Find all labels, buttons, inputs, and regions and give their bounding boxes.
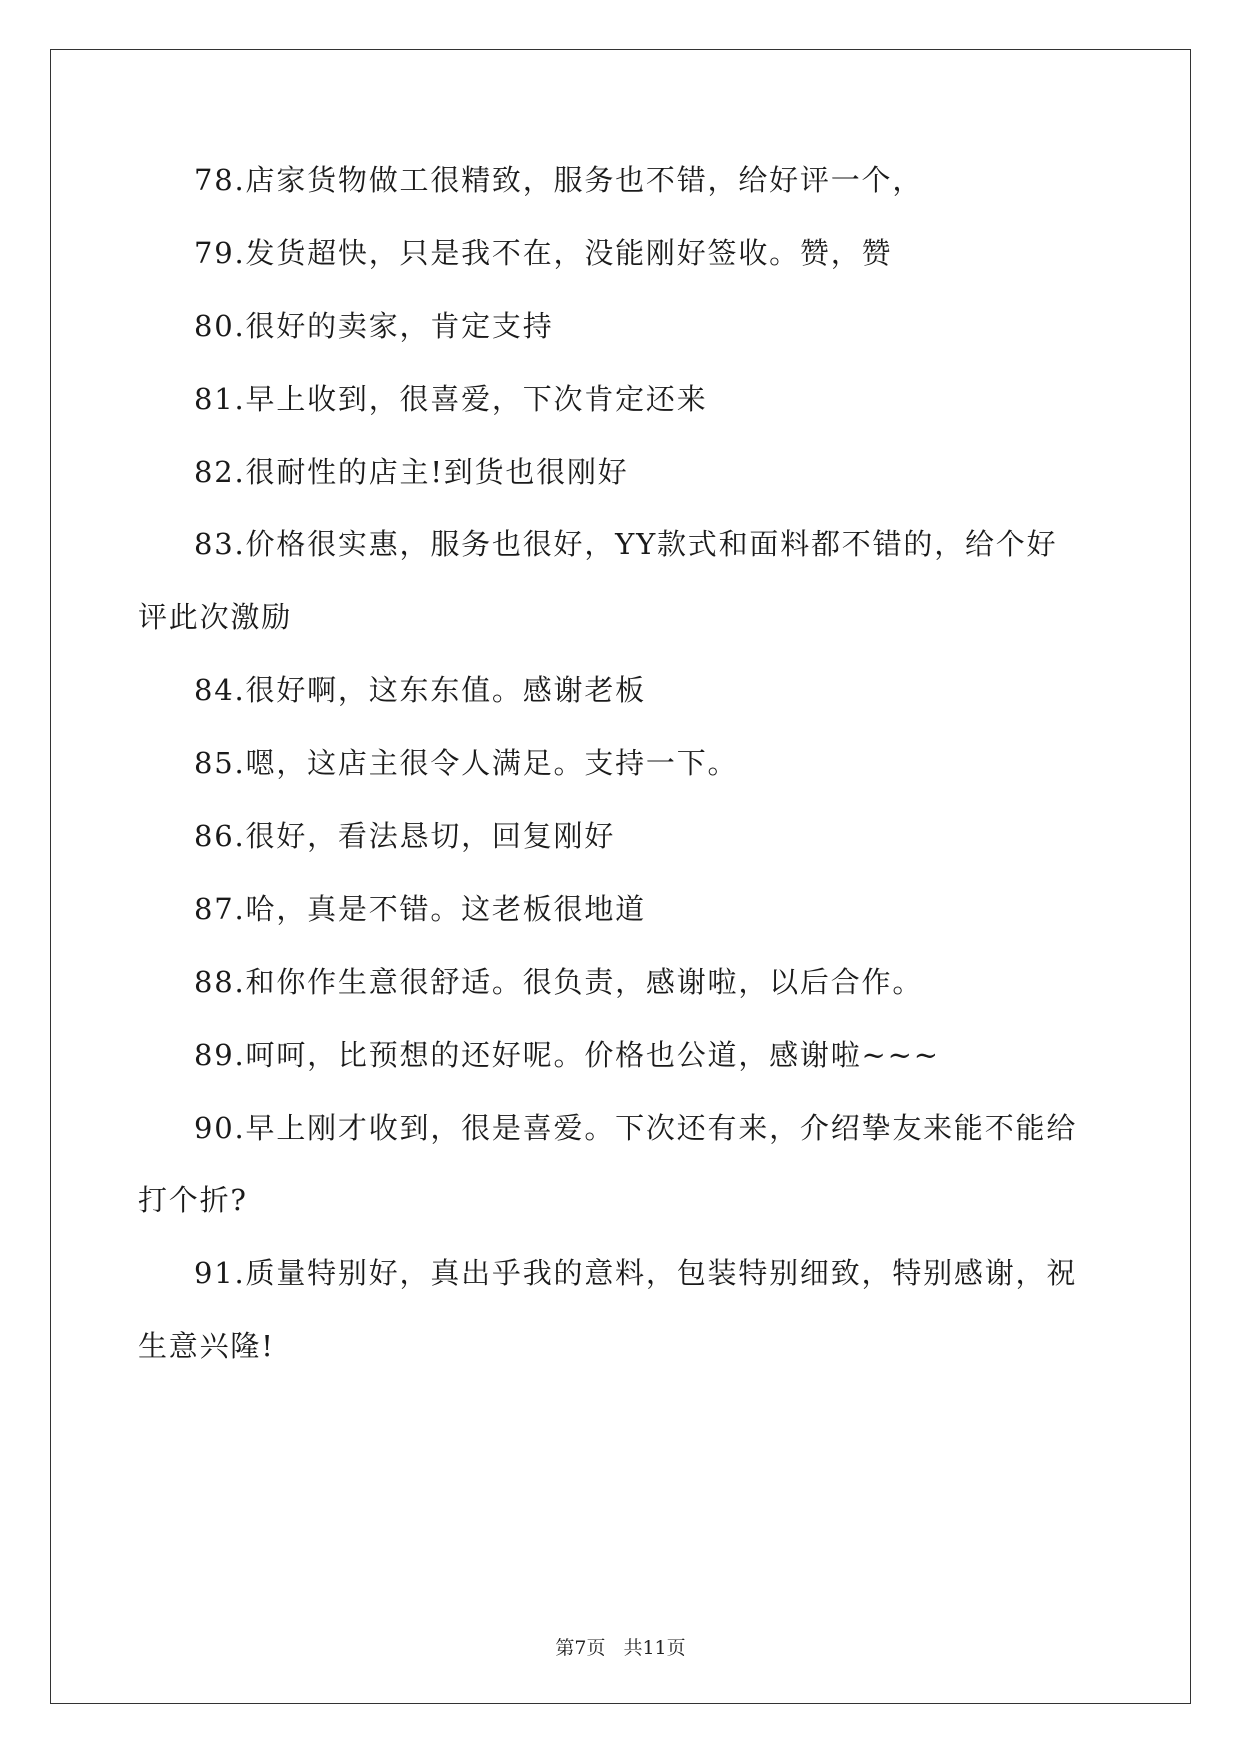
entry-continuation-line: 生意兴隆! (138, 1329, 275, 1364)
entry-first-line: 78.店家货物做工很精致，服务也不错，给好评一个， (194, 163, 924, 197)
entry-first-line: 80.很好的卖家，肯定支持 (194, 308, 554, 343)
entry-continuation-line: 打个折? (138, 1183, 248, 1218)
entry-first-line: 81.早上收到，很喜爱，下次肯定还来 (194, 381, 708, 416)
entry-first-line: 85.嗯，这店主很令人满足。支持一下。 (194, 746, 739, 781)
review-entry (138, 527, 1094, 673)
document-body (138, 163, 1094, 1402)
entry-first-line: 88.和你作生意很舒适。很负责，感谢啦，以后合作。 (194, 964, 924, 999)
review-entry (138, 1110, 1094, 1257)
entry-first-line: 86.很好，看法恳切，回复刚好 (194, 819, 616, 854)
entry-first-line: 91.质量特别好，真出乎我的意料，包装特别细致，特别感谢，祝 (194, 1256, 1078, 1291)
review-entry (152, 819, 1094, 892)
review-entry (152, 236, 1094, 309)
review-entry (152, 673, 1094, 746)
review-entry (152, 1038, 1094, 1111)
review-entry (152, 455, 1094, 528)
entry-first-line: 84.很好啊，这东东值。感谢老板 (194, 673, 646, 708)
entry-first-line: 89.呵呵，比预想的还好呢。价格也公道，感谢啦~~~ (194, 1037, 940, 1072)
entry-first-line: 83.价格很实惠，服务也很好，YY款式和面料都不错的，给个好 (194, 527, 1058, 562)
entry-first-line: 90.早上刚才收到，很是喜爱。下次还有来，介绍挚友来能不能给 (194, 1110, 1078, 1145)
entry-first-line: 82.很耐性的店主!到货也很刚好 (194, 454, 629, 489)
review-entry (152, 892, 1094, 965)
page-footer (0, 1636, 1241, 1660)
entry-first-line: 87.哈，真是不错。这老板很地道 (194, 891, 646, 926)
review-entry (138, 1256, 1094, 1402)
total-pages-label: 共11页 (623, 1637, 686, 1659)
entry-continuation-line: 评此次激励 (138, 600, 293, 635)
review-entry (152, 309, 1094, 382)
review-entry (152, 382, 1094, 455)
review-entry (152, 746, 1094, 819)
review-entry (152, 965, 1094, 1038)
current-page-label: 第7页 (555, 1637, 606, 1659)
entry-first-line: 79.发货超快，只是我不在，没能刚好签收。赞，赞 (194, 235, 893, 270)
review-entry (152, 163, 1094, 236)
